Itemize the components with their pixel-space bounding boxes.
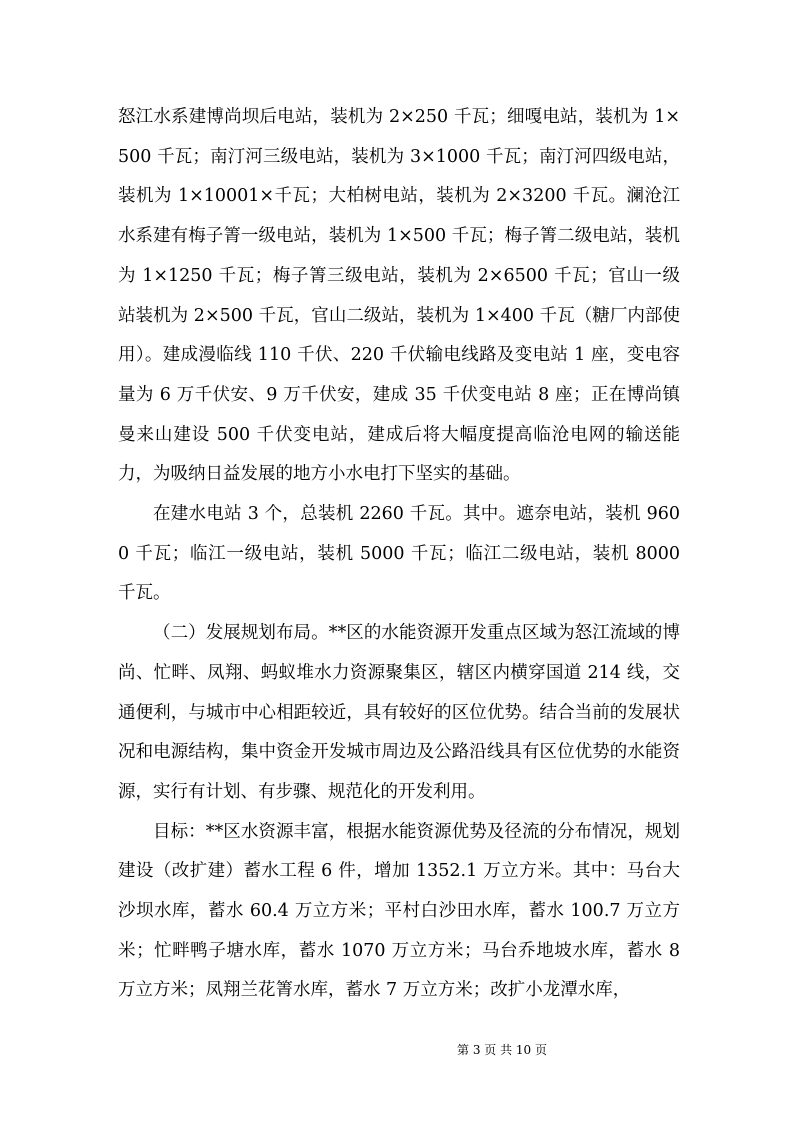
page-footer bbox=[0, 1042, 794, 1058]
document-body bbox=[118, 98, 680, 1011]
page-number: 第 3 页 共 10 页 bbox=[457, 1043, 547, 1057]
paragraph-3: （二）发展规划布局。**区的水能资源开发重点区域为怒江流域的博尚、忙畔、凤翔、蚂蚁堆水力资源聚集区，辖区内横穿国道 214 线，交通便利，与城市中心相距较近，具有较好的区位优势。结合当前的发展状况和电源结构，集中资金开发城市周边及公路沿线具有区位优势的水能资源，实行有计划、有步骤、规范化的开发利用。 bbox=[118, 623, 680, 802]
paragraph-2: 在建水电站 3 个，总装机 2260 千瓦。其中。遮奈电站，装机 9600 千瓦；临江一级电站，装机 5000 千瓦；临江二级电站，装机 8000 千瓦。 bbox=[118, 504, 680, 604]
paragraph-4: 目标：**区水资源丰富，根据水能资源优势及径流的分布情况，规划建设（改扩建）蓄水工程 6 件，增加 1352.1 万立方米。其中：马台大沙坝水库，蓄水 60.4 万立方米；平村白沙田水库，蓄水 100.7 万立方米；忙畔鸭子塘水库，蓄水 1070 万立方米；马台乔地坡水库，蓄水 8 万立方米；凤翔兰花箐水库，蓄水 7 万立方米；改扩小龙潭水库， bbox=[118, 821, 680, 1001]
paragraph-1: 怒江水系建博尚坝后电站，装机为 2×250 千瓦；细嘎电站，装机为 1×500 千瓦；南汀河三级电站，装机为 3×1000 千瓦；南汀河四级电站，装机为 1×10001×千瓦；大柏树电站，装机为 2×3200 千瓦。澜沧江水系建有梅子箐一级电站，装机为 1×500 千瓦；梅子箐二级电站，装机为 1×1250 千瓦；梅子箐三级电站，装机为 2×6500 千瓦；官山一级站装机为 2×500 千瓦，官山二级站，装机为 1×400 千瓦（糖厂内部使用）。建成漫临线 110 千伏、220 千伏输电线路及变电站 1 座，变电容量为 6 万千伏安、9 万千伏安，建成 35 千伏变电站 8 座；正在博尚镇曼来山建设 500 千伏变电站，建成后将大幅度提高临沧电网的输送能力，为吸纳日益发展的地方小水电打下坚实的基础。 bbox=[118, 107, 680, 485]
